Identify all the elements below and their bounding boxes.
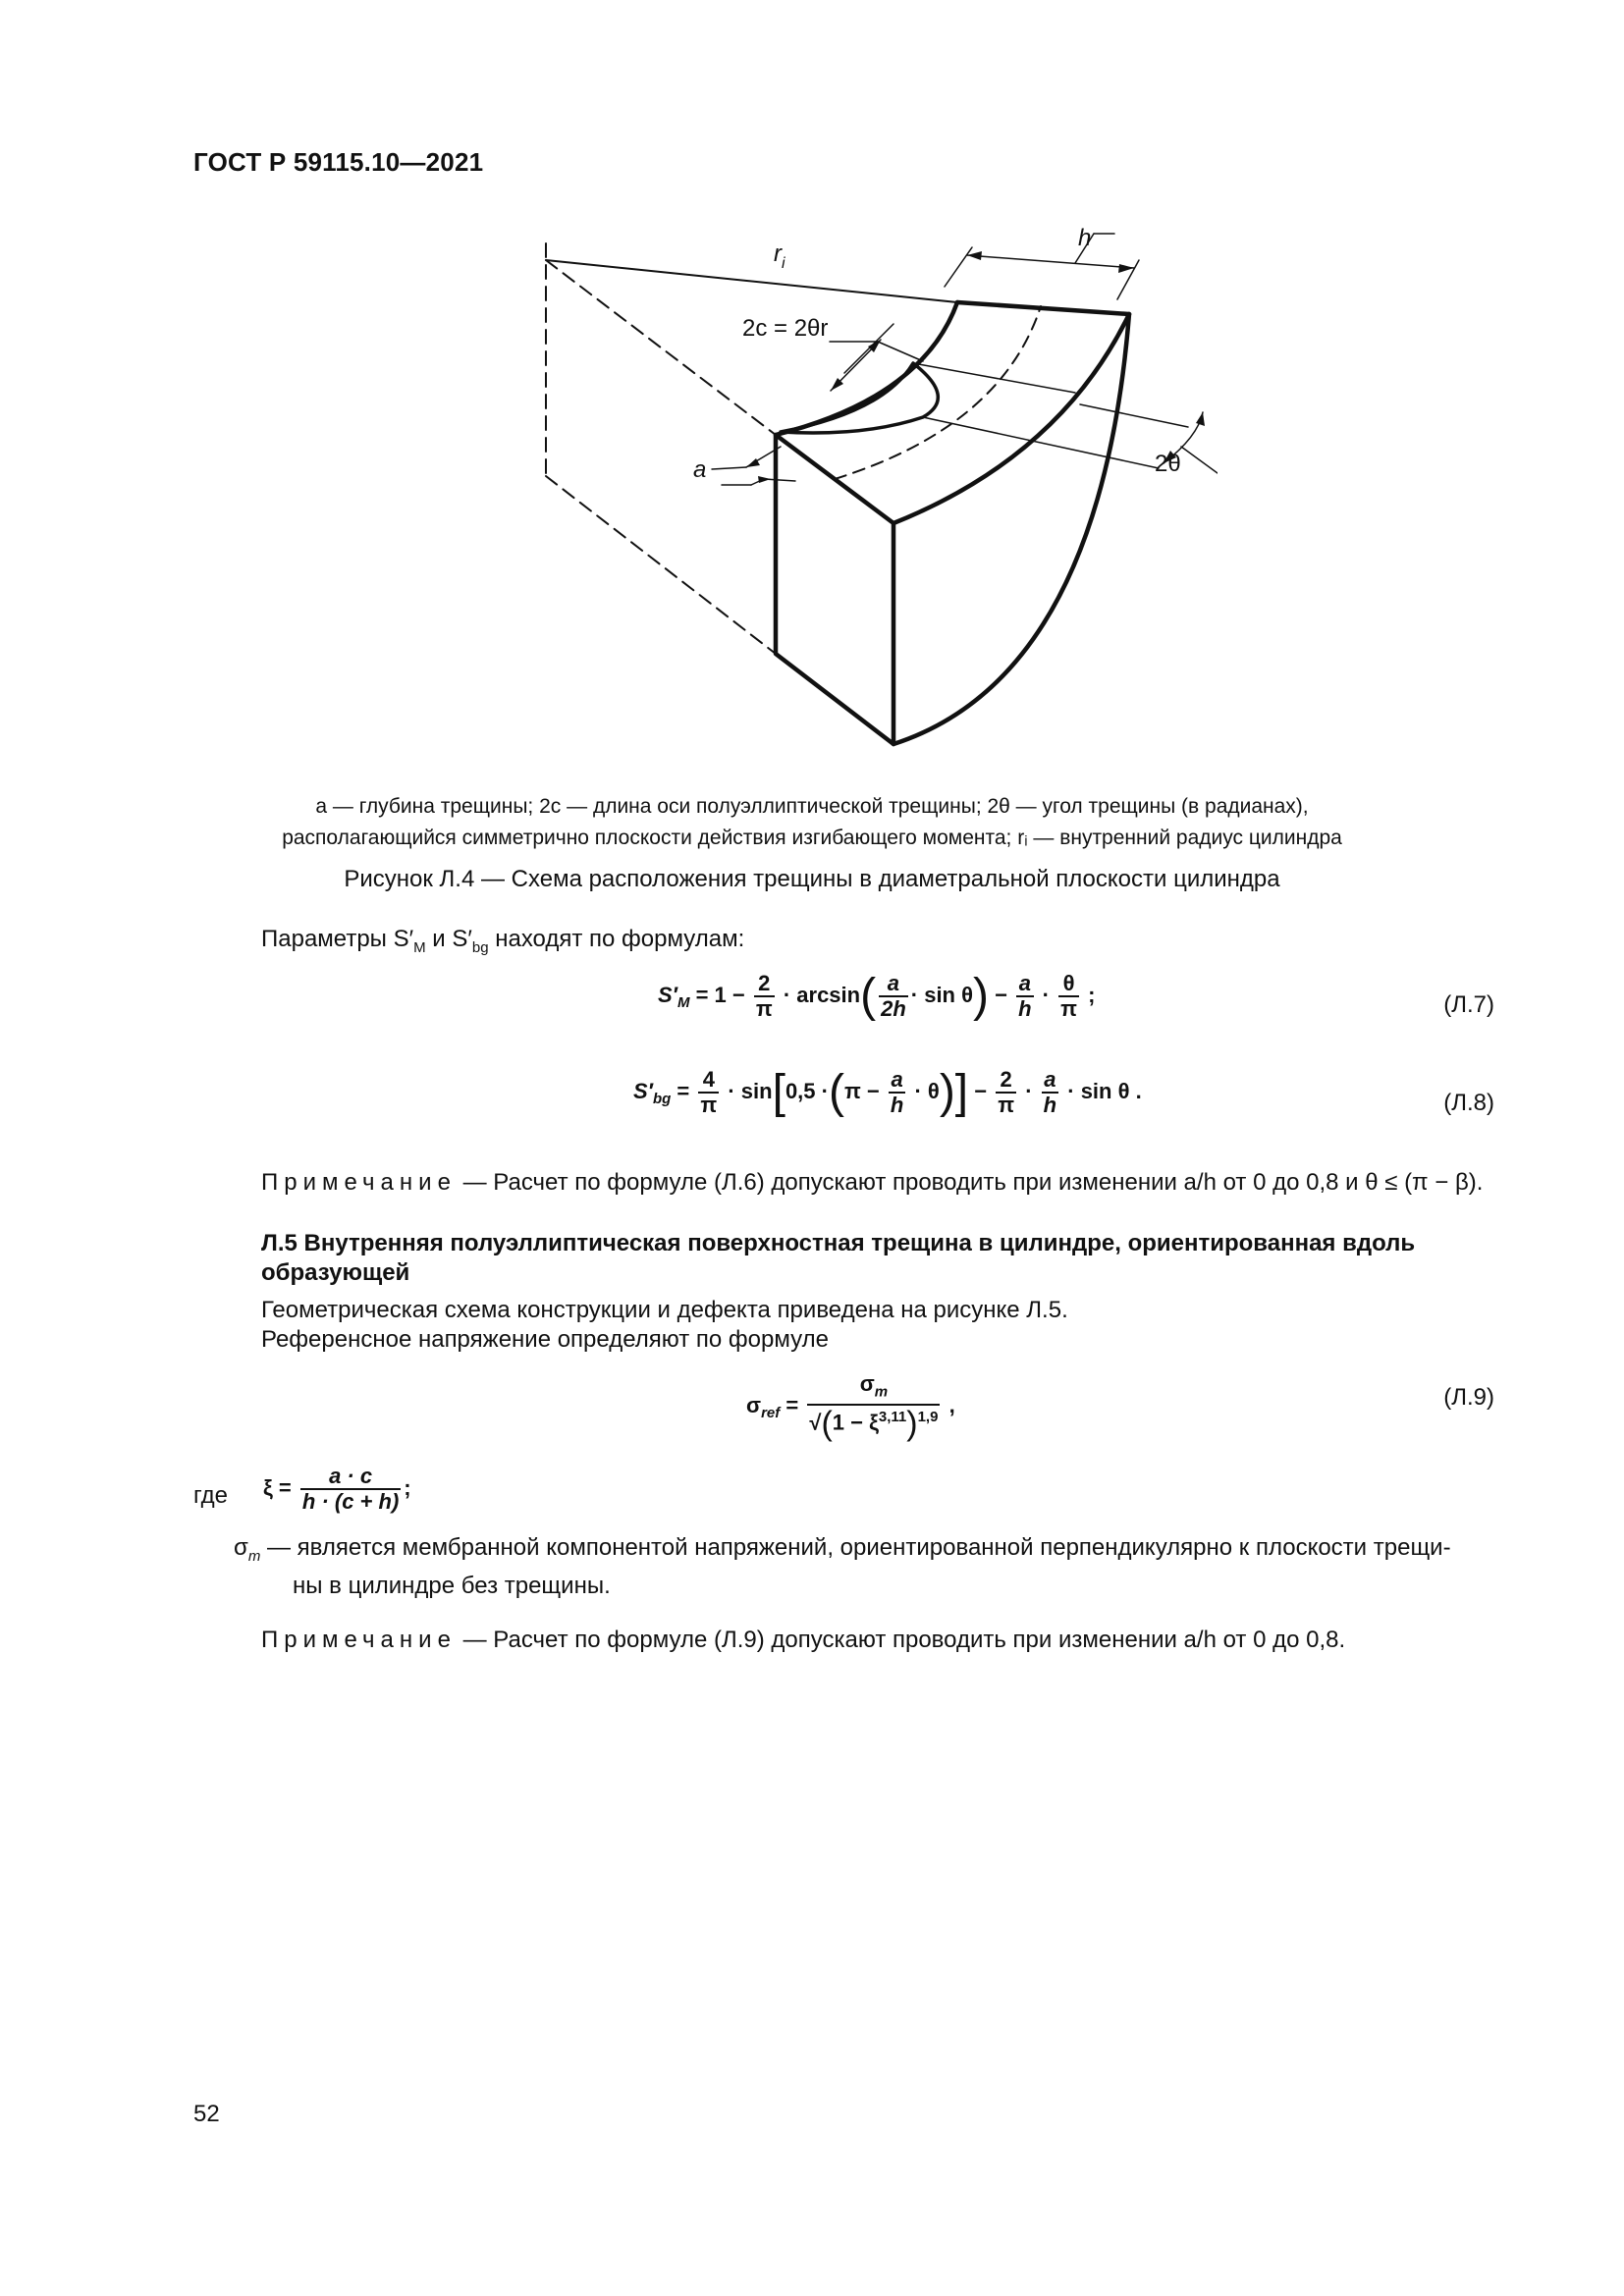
crack-ellipse <box>781 363 938 433</box>
params-intro: Параметры $S'_M$ и $S'_{bg}$ находят по формулам: <box>261 926 745 956</box>
two-theta-label: 2θ <box>1155 451 1181 477</box>
formula-l8-number: (Л.8) <box>1443 1090 1494 1116</box>
note-1: Примечание — Расчет по формуле (Л.6) допускают проводить при изменении a/h от 0 до 0,8 и θ ≤ (π − β). <box>261 1169 1484 1196</box>
figure-caption: Рисунок Л.4 — Схема расположения трещины в диаметральной плоскости цилиндра <box>344 866 1280 892</box>
note-2: Примечание — Расчет по формуле (Л.9) допускают проводить при изменении a/h от 0 до 0,8. <box>261 1627 1346 1653</box>
document-code: ГОСТ Р 59115.10—2021 <box>193 147 484 177</box>
formula-l8: $S'_{bg}$ = $\frac{4}{\pi}$ · sin[0,5 ·(π − $\frac{a}{h}$ · θ)] − $\frac{2}{\pi}$ · $\frac{a}{h}$ · sin θ . <box>633 1066 1142 1118</box>
formula-l9-number: (Л.9) <box>1443 1384 1494 1411</box>
legend-line-2: располагающийся симметрично плоскости действия изгибающего момента; rᵢ — внутренний радиус цилиндра <box>282 827 1342 849</box>
two-c-label: 2c = 2θr <box>742 315 829 342</box>
radius-line <box>546 260 957 302</box>
cylinder-crack-diagram <box>511 226 1218 775</box>
figure-legend <box>147 791 1477 854</box>
formula-l7: $S'_M = 1$ − $\frac{2}{\pi}$ · arcsin( $\frac{a}{2h}$ · sin θ) − $\frac{a}{h}$ · $\frac{\theta}{\pi}$ ; <box>658 970 1096 1022</box>
ri-label: $r_i$ <box>774 240 785 272</box>
block-top-back-edge <box>957 302 1129 314</box>
h-label: h <box>1078 226 1092 251</box>
formula-l7-number: (Л.7) <box>1443 991 1494 1018</box>
xi-formula: ξ = $\frac{a \cdot c}{h \cdot (c + h)}$ ; <box>263 1464 411 1514</box>
where-word: где <box>193 1482 229 1509</box>
formula-l9: $\sigma_{ref}$ = $\frac{\sigma_m}{√(1 - \xi^{3,11})^{1,9}}$ , <box>746 1371 955 1443</box>
axis-dashed-diagonal-bottom <box>546 476 776 654</box>
section-title: Л.5 Внутренняя полуэллиптическая поверхностная трещина в цилиндре, ориентированная вдоль образующей <box>261 1230 1416 1286</box>
legend-line-1: a — глубина трещины; 2c — длина оси полуэллиптической трещины; 2θ — угол трещины (в радианах), <box>315 795 1309 818</box>
page-number: 52 <box>193 2101 220 2127</box>
h-dimension <box>967 255 1134 268</box>
section-paragraph-1: Геометрическая схема конструкции и дефекта приведена на рисунке Л.5. <box>261 1297 1068 1323</box>
section-paragraph-2: Референсное напряжение определяют по формуле <box>261 1326 829 1353</box>
sigma-m-definition: $\sigma_m$ — является мембранной компонентой напряжений, ориентированной перпендикулярно к плоскости трещи- ны в цилиндре без трещины. <box>234 1534 1451 1599</box>
a-label: a <box>693 456 707 483</box>
axis-dashed-diagonal-top <box>546 260 776 435</box>
